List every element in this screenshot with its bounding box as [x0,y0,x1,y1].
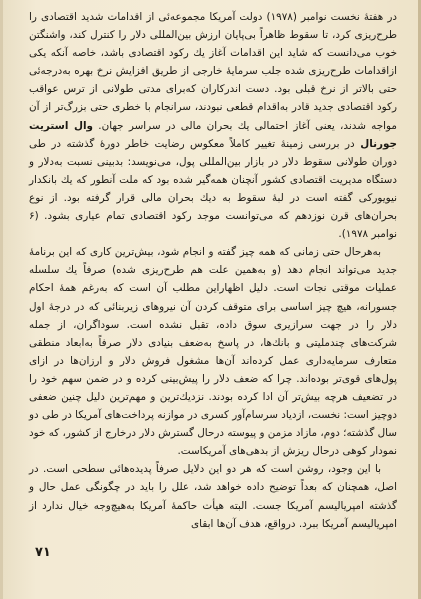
body-text [29,8,397,533]
paragraph-1-text-a: در هفتهٔ نخست نوامبر (۱۹۷۸) دولت آمریکا مجموعه‌ئی از اقدامات شدید اقتصادی را طرح‌ریزی کرد، تا سقوط ظاهراً بی‌پایان ارزش بین‌المللی دلار را کنترل کند، واشنگتن خوب می‌دانست که شاید این اقدامات آغاز یك رکود اقتصادی باشد، خاصه آنکه یکی ازاقدامات طرح‌ریزی شده جلب سرمایهٔ خارجی از طریق افزایش نرخ بهره به‌درجه‌ئی حتی بالاتر از نرخ قبلی بود. دست اندرکاران که‌برای مدتی طولانی از ترس عواقب رکود اقتصادی جدید قادر به‌اقدام قطعی نبودند، سرانجام با خطری حتی بزرگ‌تر از آن مواجه شدند، یعنی آغاز احتمالی یك بحران مالی در سراسر جهان. [29,11,397,132]
paragraph-3: با این وجود، روشن است که هر دو این دلایل صرفاً پدیده‌هائی سطحی است. در اصل، همچنان که بعداً توضیح داده خواهد شد، علل را باید در چگونگی عمل حال و گذشته امپریالیسم آمریکا جست. البته هیأت حاکمهٔ آمریکا به‌هیچ‌وجه خیال ندارد از امپریالیسم آمریکا ببرد. درواقع، هدف آن‌ها ابقای [29,463,397,530]
paragraph-1-text-b: در بررسی زمینهٔ تغییر کاملاً معکوس رضایت خاطر دورهٔ گذشته در طی دوران طولانی سقوط دلار در بازار بین‌المللی پول، می‌نویسد: بدبینی نسبت به‌دلار و دستگاه مدیریت اقتصادی کشور آنچنان همه‌گیر شده بود که ملت آنطور که یك بانکدار نیویورکی گفته است در لبهٔ سقوط به‌ دیك بحران مالی قرار گرفته بود. از نوع بحران‌های قرن نوزدهم که می‌توانست موجد رکود اقتصادی تمام عیاری بشود‌. (۶ نوامبر ۱۹۷۸). [29,137,397,241]
paragraph-1 [29,8,397,243]
newspaper-name: وال استریت جورنال [29,119,397,150]
paragraph-2: به‌هرحال حتی زمانی که همه چیز گفته و انجام شود، بیش‌ترین کاری که این برنامهٔ جدید می‌تواند انجام دهد (و به‌همین علت هم طرح‌ریزی شده) صرفاً یك سلسله عملیات موقتی نجات است. دلیل اظهاراین مطلب آن است که به‌رغم همهٔ احکام جسورانه، هیچ چیز اساسی برای متوقف کردن آن نیروهای زیربنائی که در درجهٔ اول دلار را در جهت سرازیری سوق داده، تقبل نشده است. سوداگران، از جمله شرکت‌های چندملیتی و بانك‌ها، در پاسخ به‌ضعف بنیادی دلار صرفاً به‌ابعاد منطقی متعارف سرمایه‌داری عمل کرده‌اند آن‌ها مشغول فروش دلار و ارزان‌ها در ازای پول‌های قوی‌تر بوده‌اند. چرا که ضعف دلار را پیش‌بینی کرده و در ضمن سهم خود را در تضعیف هرچه بیش‌تر آن ادا کرده بودند. نزدیك‌ترین و مهم‌ترین دلیل چنین ضعفی دوچیز است: نخست، ازدیاد سرسام‌آور کسری در موازنه پرداخت‌های آمریکا در طی دو سال گذشته؛ دوم، مازاد مزمن و پیوسته درحال گسترش دلار درخارج از کشور، که خود نمودار کوهی درحال ریزش از بدهی‌های آمریکاست. [29,246,397,458]
page-number: ۷۱ [35,545,51,560]
